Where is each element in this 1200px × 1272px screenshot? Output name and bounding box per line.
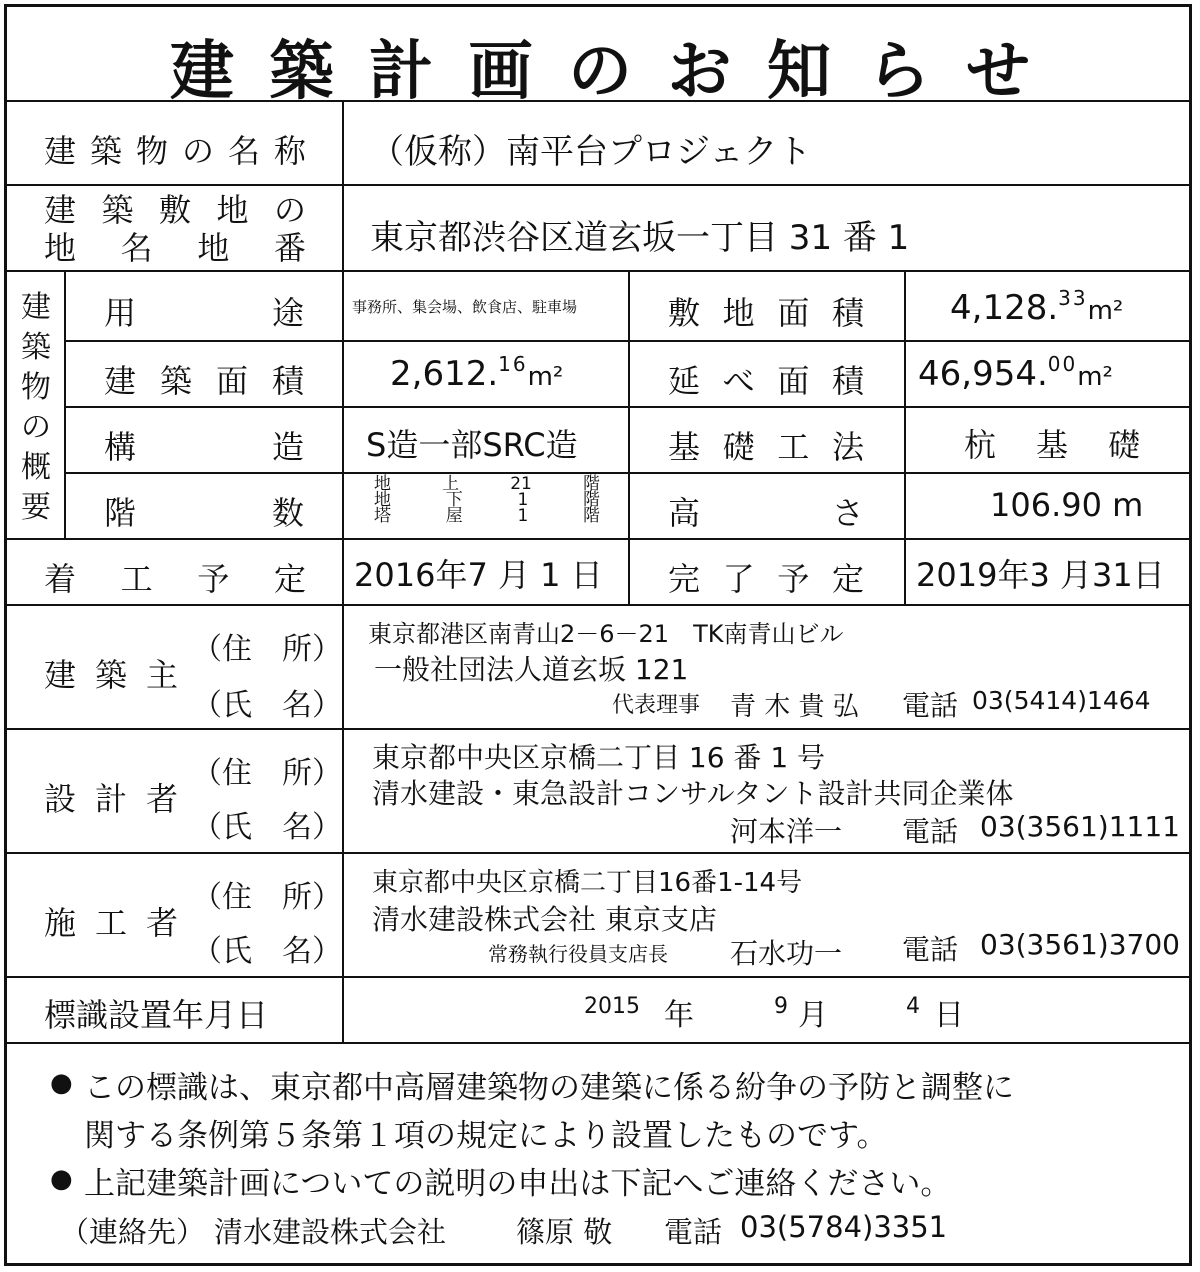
designer-name-label: （氏 名） [192, 810, 342, 845]
floors-cell: 21 [510, 474, 532, 494]
end-label-char: 了 [722, 560, 755, 598]
site-label-line2 [44, 230, 306, 266]
start-label-char: 予 [197, 560, 230, 598]
site-label-char: 建 [44, 191, 77, 229]
designer-label [44, 774, 178, 820]
floors-cell: 下 [445, 490, 463, 510]
owner-address: 東京都港区南青山2－6－21 TK南青山ビル [368, 620, 844, 648]
height-label [668, 488, 864, 534]
overview-label-char: 物 [21, 370, 51, 405]
site-label-char: 名 [120, 229, 153, 267]
owner-name-label: （氏 名） [192, 688, 342, 723]
note-2: 上記建築計画についての説明の申出は下記へご連絡ください。 [84, 1166, 952, 1202]
site-area-value: 4,128.33m² [950, 286, 1124, 328]
overview-label-char: 築 [21, 330, 51, 365]
building-area-label-char: 積 [271, 362, 304, 400]
building-name-label [44, 126, 306, 172]
designer-label-char: 設 [44, 780, 77, 818]
contractor-phone-label: 電話 [902, 933, 959, 966]
building-name-label-char: 物 [135, 132, 168, 170]
total-floor-area-label [668, 356, 864, 402]
owner-label [44, 650, 178, 696]
foundation-label-char: 礎 [722, 428, 755, 466]
designer-address: 東京都中央区京橋二丁目 16 番 1 号 [372, 741, 826, 774]
owner-phone: 03(5414)1464 [972, 686, 1151, 715]
floors-row [374, 476, 600, 492]
start-label-char: 定 [273, 560, 306, 598]
contractor-label-char: 者 [145, 904, 178, 942]
contact-phone: 03(5784)3351 [740, 1210, 948, 1244]
contact-person: 篠原 敬 [516, 1215, 613, 1249]
floors-label-char: 数 [271, 494, 304, 532]
foundation-label [668, 422, 864, 468]
contractor-name-label: （氏 名） [192, 934, 342, 969]
bullet-icon: ● [50, 1164, 73, 1194]
owner-rep-name: 青 木 貴 弘 [730, 692, 859, 722]
site-address-value: 東京都渋谷区道玄坂一丁目 31 番 1 [370, 218, 910, 258]
title-char: 建 [170, 35, 234, 109]
site-area-label-char: 敷 [668, 294, 701, 332]
total-floor-area-label-char: べ [722, 362, 755, 400]
building-name-value: （仮称）南平台プロジェクト [370, 132, 812, 172]
title-char: 知 [767, 35, 831, 109]
building-name-label-char: 称 [273, 132, 306, 170]
site-area-label-char: 面 [777, 294, 810, 332]
contact-company: 清水建設株式会社 [214, 1215, 447, 1249]
site-label-char: 地 [197, 229, 230, 267]
floors-cell: 地 [374, 474, 391, 494]
start-label-char: 工 [120, 560, 153, 598]
floors-cell: 屋 [445, 506, 463, 526]
use-label [104, 288, 304, 334]
floors-cell: 階 [582, 474, 600, 494]
site-label-char: 番 [273, 229, 306, 267]
end-label-char: 定 [831, 560, 864, 598]
note-1-line2: 関する条例第５条第１項の規定により設置したものです。 [84, 1118, 888, 1154]
height-label-char: 高 [668, 494, 701, 532]
building-area-value: 2,612.16m² [390, 352, 564, 394]
site-label-char: の [273, 191, 306, 229]
sign-title [170, 20, 1030, 112]
sign-date-day: 4 [906, 994, 920, 1019]
site-label-line1 [44, 192, 306, 228]
site-label-char: 地 [216, 191, 249, 229]
floors-label [104, 488, 304, 534]
foundation-label-char: 基 [668, 428, 701, 466]
foundation-value-char: 杭 [964, 426, 997, 464]
designer-label-char: 者 [145, 780, 178, 818]
building-area-label-char: 面 [215, 362, 248, 400]
site-label-char: 築 [101, 191, 134, 229]
foundation-label-char: 工 [777, 428, 810, 466]
site-area-label-char: 地 [722, 294, 755, 332]
structure-label [104, 422, 304, 468]
structure-value: S造一部SRC造 [366, 426, 578, 464]
use-label-char: 途 [271, 294, 304, 332]
end-value: 2019年3 月31日 [916, 556, 1165, 594]
contact-label: （連絡先） [60, 1215, 206, 1249]
floors-cell: 上 [442, 474, 460, 494]
floors-cell: 地 [374, 490, 391, 510]
end-label-char: 完 [668, 560, 701, 598]
building-name-label-char: の [181, 132, 214, 170]
floors-cell: 1 [517, 506, 529, 526]
overview-label-char: 建 [21, 290, 51, 325]
start-label [44, 554, 306, 600]
contractor-phone: 03(3561)3700 [980, 928, 1180, 961]
overview-label [14, 288, 58, 528]
owner-label-char: 建 [44, 656, 77, 694]
title-char: 画 [468, 35, 533, 109]
foundation-label-char: 法 [831, 428, 864, 466]
floors-label-char: 階 [104, 494, 137, 532]
contractor-address: 東京都中央区京橋二丁目16番1-14号 [372, 868, 803, 898]
foundation-value-char: 基 [1035, 426, 1068, 464]
site-label-char: 敷 [158, 191, 191, 229]
designer-name: 清水建設・東急設計コンサルタント設計共同企業体 [372, 777, 1014, 810]
contact-phone-label: 電話 [664, 1215, 723, 1249]
owner-rep-title: 代表理事 [612, 693, 701, 718]
building-area-label-char: 築 [159, 362, 192, 400]
height-value: 106.90 m [990, 486, 1144, 524]
note-1-line1: この標識は、東京都中高層建築物の建築に係る紛争の予防と調整に [84, 1070, 1014, 1106]
building-name-label-char: 築 [89, 132, 122, 170]
sign-date-day-char: 日 [934, 998, 964, 1033]
total-floor-area-value: 46,954.00m² [918, 352, 1113, 394]
bullet-icon: ● [50, 1068, 73, 1098]
sign-date-year-char: 年 [664, 998, 694, 1033]
title-char: 計 [369, 35, 433, 109]
sign-date-label: 標識設置年月日 [44, 996, 269, 1034]
site-label-char: 地 [44, 229, 77, 267]
sign-date-year: 2015 [584, 994, 640, 1019]
site-area-label [668, 288, 864, 334]
designer-person: 河本洋一 [730, 815, 843, 848]
use-label-char: 用 [104, 294, 137, 332]
building-name-label-char: 建 [44, 132, 77, 170]
site-area-label-char: 積 [831, 294, 864, 332]
owner-label-char: 築 [94, 656, 127, 694]
overview-label-char: 概 [21, 450, 51, 485]
building-area-label-char: 建 [104, 362, 137, 400]
contractor-name: 清水建設株式会社 東京支店 [372, 903, 717, 936]
title-char: ら [866, 35, 931, 109]
designer-address-label: （住 所） [192, 756, 342, 791]
floors-cell: 塔 [374, 506, 391, 526]
total-floor-area-label-char: 延 [668, 362, 701, 400]
foundation-value [964, 420, 1140, 466]
contractor-rep-title: 常務執行役員支店長 [488, 942, 668, 966]
use-value: 事務所、集会場、飲食店、駐車場 [352, 298, 578, 316]
start-label-char: 着 [44, 560, 77, 598]
end-label-char: 予 [777, 560, 810, 598]
title-char: お [667, 35, 732, 109]
designer-phone-label: 電話 [902, 815, 959, 848]
owner-address-label: （住 所） [192, 632, 342, 667]
start-value: 2016年7 月 1 日 [354, 556, 603, 594]
overview-label-char: 要 [21, 490, 51, 525]
contractor-rep-name: 石水功一 [730, 937, 843, 970]
structure-label-char: 構 [104, 428, 137, 466]
title-char: 築 [269, 35, 334, 109]
contractor-address-label: （住 所） [192, 880, 342, 915]
floors-cell: 階 [582, 490, 600, 510]
total-floor-area-label-char: 面 [777, 362, 810, 400]
title-char: せ [966, 35, 1030, 109]
designer-label-char: 計 [94, 780, 127, 818]
floors-value [374, 476, 600, 524]
floors-row [374, 508, 600, 524]
contractor-label-char: 工 [94, 904, 127, 942]
building-area-label [104, 356, 304, 402]
sign-date-month-char: 月 [798, 998, 828, 1033]
foundation-value-char: 礎 [1107, 426, 1140, 464]
structure-label-char: 造 [271, 428, 304, 466]
contractor-label [44, 898, 178, 944]
designer-phone: 03(3561)1111 [980, 810, 1180, 843]
sign-date-month: 9 [774, 994, 788, 1019]
contractor-label-char: 施 [44, 904, 77, 942]
floors-cell: 1 [517, 490, 529, 510]
owner-name: 一般社団法人道玄坂 121 [374, 653, 689, 686]
building-name-label-char: 名 [227, 132, 260, 170]
height-label-char: さ [831, 494, 864, 532]
owner-label-char: 主 [145, 656, 178, 694]
total-floor-area-label-char: 積 [831, 362, 864, 400]
floors-cell: 階 [582, 506, 600, 526]
overview-label-char: の [21, 410, 51, 445]
end-label [668, 554, 864, 600]
floors-row [374, 492, 600, 508]
title-char: の [568, 35, 632, 109]
owner-phone-label: 電話 [902, 689, 959, 722]
